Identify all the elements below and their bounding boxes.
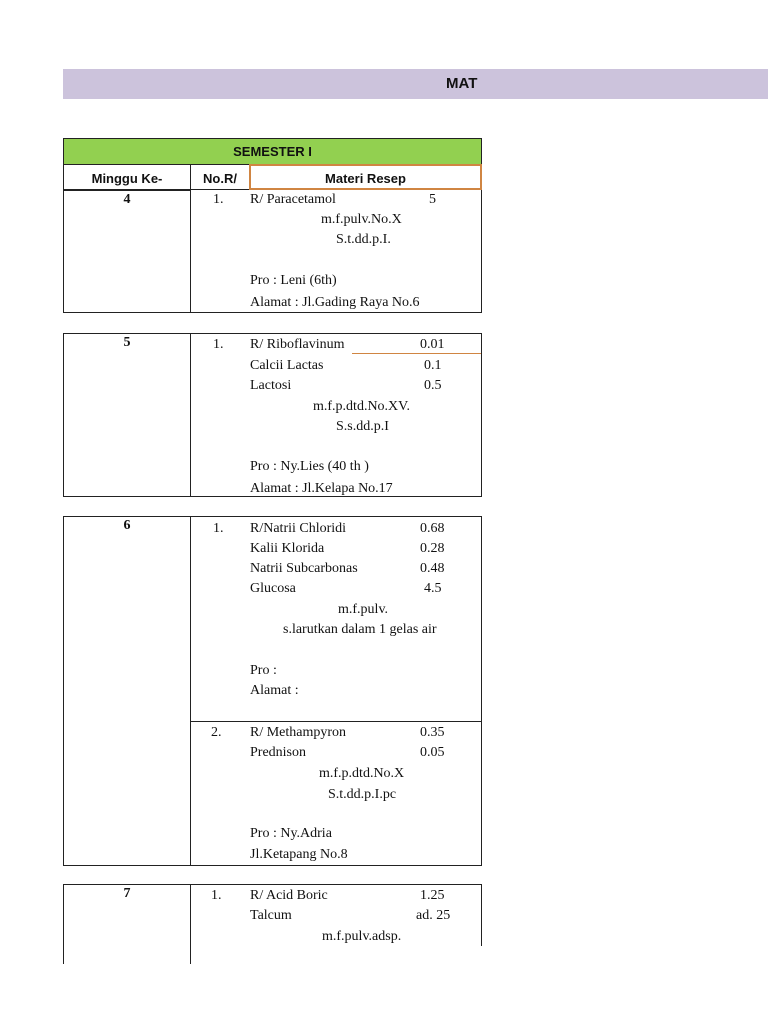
drug-amount: 4.5	[424, 581, 442, 596]
drug-amount: 1.25	[420, 888, 445, 903]
drug-amount: 0.48	[420, 561, 445, 576]
drug-line: Talcum	[250, 908, 292, 923]
drug-amount: ad. 25	[416, 908, 451, 923]
drug-amount: 0.01	[420, 337, 445, 352]
drug-amount: 0.5	[424, 378, 442, 393]
week-number: 4	[123, 192, 131, 207]
drug-line: R/ Paracetamol	[250, 192, 336, 207]
drug-amount: 5	[429, 192, 436, 207]
address-line: Alamat : Jl.Kelapa No.17	[250, 481, 393, 496]
drug-line: R/Natrii Chloridi	[250, 521, 347, 536]
week-cell	[63, 884, 191, 964]
instruction-line: m.f.pulv.	[338, 602, 389, 617]
week-number: 6	[123, 518, 131, 533]
patient-line: Pro : Ny.Lies (40 th )	[250, 459, 369, 474]
column-header-no: No.R/	[190, 164, 249, 190]
patient-line: Pro :	[250, 663, 277, 678]
drug-amount: 0.1	[424, 358, 442, 373]
prescription-cell	[190, 516, 482, 722]
drug-line: R/ Riboflavinum	[250, 337, 345, 352]
prescription-number: 2.	[211, 725, 222, 740]
prescription-number: 1.	[213, 337, 224, 352]
drug-amount: 0.35	[420, 725, 445, 740]
instruction-line: S.t.dd.p.I.pc	[328, 787, 397, 802]
instruction-line: S.s.dd.p.I	[336, 419, 389, 434]
week-cell	[63, 333, 191, 497]
drug-line: R/ Methampyron	[250, 725, 347, 740]
column-header-materi: Materi Resep	[249, 164, 482, 190]
column-header-week: Minggu Ke-	[63, 164, 190, 190]
drug-amount: 0.68	[420, 521, 445, 536]
prescription-number: 1.	[213, 521, 224, 536]
week-number: 7	[123, 886, 131, 901]
instruction-line: m.f.pulv.No.X	[321, 212, 402, 227]
instruction-line: S.t.dd.p.I.	[336, 232, 391, 247]
prescription-cell	[190, 190, 482, 313]
instruction-line: m.f.p.dtd.No.X	[319, 766, 405, 781]
address-line: Alamat :	[250, 683, 299, 698]
instruction-line: s.larutkan dalam 1 gelas air	[283, 622, 437, 637]
prescription-cell	[190, 721, 482, 866]
instruction-line: m.f.pulv.adsp.	[322, 929, 402, 944]
instruction-line: m.f.p.dtd.No.XV.	[313, 399, 410, 414]
drug-line: Glucosa	[250, 581, 296, 596]
prescription-cell	[190, 333, 482, 497]
week-number: 5	[123, 335, 131, 350]
drug-amount: 0.28	[420, 541, 445, 556]
week-cell	[63, 516, 191, 866]
drug-amount: 0.05	[420, 745, 445, 760]
prescription-number: 1.	[211, 888, 222, 903]
drug-line: R/ Acid Boric	[250, 888, 328, 903]
patient-line: Pro : Ny.Adria	[250, 826, 332, 841]
drug-line: Kalii Klorida	[250, 541, 325, 556]
highlight-underline	[352, 353, 481, 354]
semester-header: SEMESTER I	[63, 138, 482, 164]
prescription-number: 1.	[213, 192, 224, 207]
address-line: Jl.Ketapang No.8	[250, 847, 348, 862]
drug-line: Lactosi	[250, 378, 292, 393]
address-line: Alamat : Jl.Gading Raya No.6	[250, 295, 420, 310]
prescription-cell	[190, 884, 482, 946]
page-title: MAT	[446, 75, 478, 92]
title-banner	[63, 69, 768, 99]
patient-line: Pro : Leni (6th)	[250, 273, 337, 288]
week-cell	[63, 190, 191, 313]
drug-line: Prednison	[250, 745, 306, 760]
drug-line: Calcii Lactas	[250, 358, 324, 373]
drug-line: Natrii Subcarbonas	[250, 561, 358, 576]
